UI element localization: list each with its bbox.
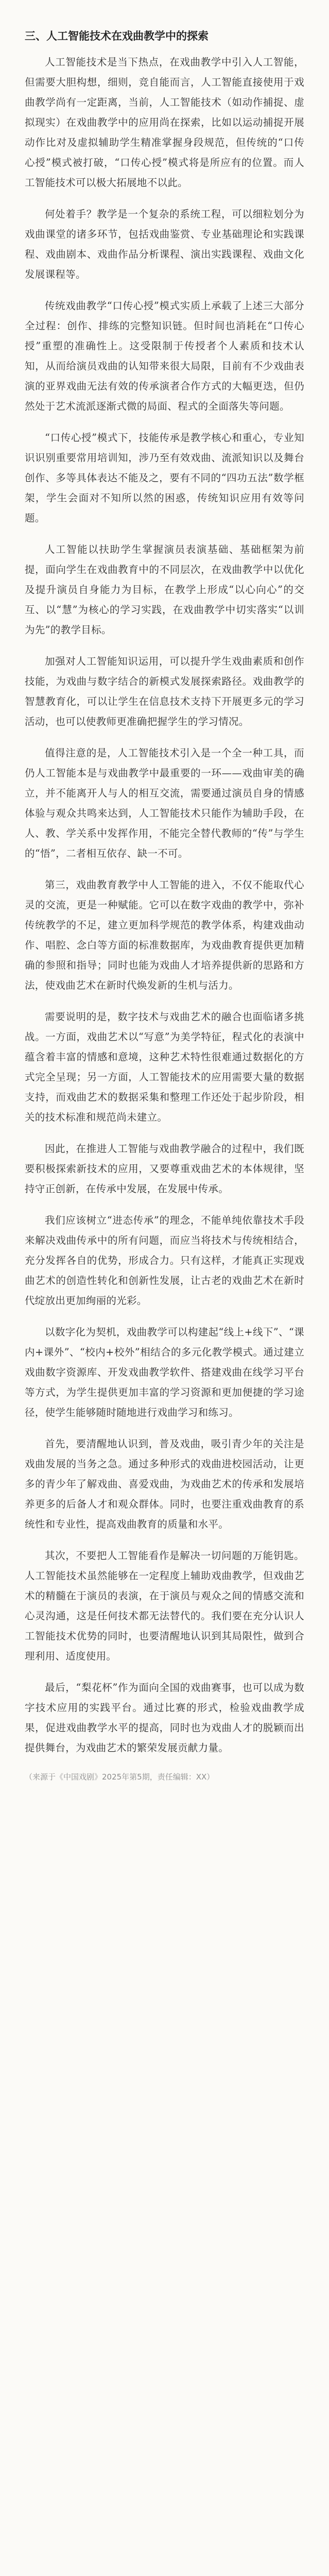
paragraph: 传统戏曲教学“口传心授”模式实质上承载了上述三大部分全过程：创作、排练的完整知识链。但时间也消耗在“口传心授”重塑的准确性上。这受限制于传授者个人素质和技术认知，从而给演员戏曲的认知带来很大局限，目前有不少戏曲表演的亚界戏曲无法有效的传承演者合作方式的大幅更迭，但仍然处于艺术流派逐渐式微的局面、程式的全面落失等问题。 [25, 300, 304, 412]
paragraph-list [25, 52, 304, 1758]
paragraph: 需要说明的是，数字技术与戏曲艺术的融合也面临诸多挑战。一方面，戏曲艺术以“写意”为美学特征，程式化的表演中蕴含着丰富的情感和意境，这种艺术特性很难通过数据化的方式完全呈现；另一方面，人工智能技术的应用需要大量的数据支持，而戏曲艺术的数据采集和整理工作还处于起步阶段，相关的技术标准和规范尚未建立。 [25, 1011, 304, 1123]
paragraph: 首先，要清醒地认识到，普及戏曲，吸引青少年的关注是戏曲发展的当务之急。通过多种形式的戏曲进校园活动，让更多的青少年了解戏曲、喜爱戏曲，为戏曲艺术的传承和发展培养更多的后备人才和观众群体。同时，也要注重戏曲教育的系统性和专业性，提高戏曲教育的质量和水平。 [25, 1438, 304, 1530]
paragraph: 我们应该树立“进态传承”的理念，不能单纯依靠技术手段来解决戏曲传承中的所有问题，而应当将技术与传统相结合，充分发挥各自的优势，形成合力。只有这样，才能真正实现戏曲艺术的创造性转化和创新性发展，让古老的戏曲艺术在新时代绽放出更加绚丽的光彩。 [25, 1214, 304, 1307]
article-body [25, 0, 304, 1782]
paragraph: 其次，不要把人工智能看作是解决一切问题的万能钥匙。人工智能技术虽然能够在一定程度上辅助戏曲教学，但戏曲艺术的精髓在于演员的表演，在于演员与观众之间的情感交流和心灵沟通，这是任何技术都无法替代的。我们要在充分认识人工智能技术优势的同时，也要清醒地认识到其局限性，做到合理利用、适度使用。 [25, 1550, 304, 1662]
source-caption: （来源于《中国戏剧》2025年第5期，责任编辑：XX） [25, 1772, 215, 1782]
paragraph: 人工智能技术是当下热点，在戏曲教学中引入人工智能，但需要大胆构想，细则，竞自能而言，人工智能直接使用于戏曲教学尚有一定距离，当前，人工智能技术（如动作捕捉、虚拟现实）在戏曲教学中的应用尚在探索，比如以运动捕捉开展动作比对及虚拟辅助学生精准掌握身段规范，但传统的“口传心授”模式被打破，“口传心授”模式将是所应有的位置。而人工智能技术可以极大拓展地不以此。 [25, 56, 304, 189]
section-heading: 三、人工智能技术在戏曲教学中的探索 [25, 29, 209, 42]
paragraph: 值得注意的是，人工智能技术引入是一个全一种工具，而仍人工智能本是与戏曲教学中最重要的一环——戏曲审美的确立，并不能离开人与人的相互交流，需要通过演员自身的情感体验与观众共鸣来达到，人工智能技术只能作为辅助手段，在人、教、学关系中发挥作用，不能完全替代教师的“传”与学生的“悟”，二者相互依存、缺一不可。 [25, 747, 304, 859]
paragraph: “口传心授”模式下，技能传承是教学核心和重心，专业知识识别重要常用培训知，涉乃至有效戏曲、流派知识以及舞台创作、多等具体表达不能及之，要有不同的“四功五法”数学框架，学生会面对不知所以然的困惑，传统知识应用有效等问题。 [25, 432, 304, 524]
paragraph: 最后，“梨花杯”作为面向全国的戏曲赛事，也可以成为数字技术应用的实践平台。通过比赛的形式，检验戏曲教学成果，促进戏曲教学水平的提高，同时也为戏曲人才的脱颖而出提供舞台，为戏曲艺术的繁荣发展贡献力量。 [25, 1682, 304, 1754]
paragraph: 因此，在推进人工智能与戏曲教学融合的过程中，我们既要积极探索新技术的应用，又要尊重戏曲艺术的本体规律，坚持守正创新，在传承中发展，在发展中传承。 [25, 1143, 304, 1195]
paragraph: 加强对人工智能知识运用，可以提升学生戏曲素质和创作技能，为戏曲与数字结合的新模式发展探索路径。戏曲教学的智慧教育化，可以让学生在信息技术支持下开展更多元的学习活动，也可以使教师更准确把握学生的学习情况。 [25, 655, 304, 727]
paragraph: 第三，戏曲教育教学中人工智能的进入，不仅不能取代心灵的交流，更是一种赋能。它可以在数字戏曲的教学中，弥补传统教学的不足，建立更加科学规范的教学体系，构建戏曲动作、唱腔、念白等方面的标准数据库，为戏曲教育提供更加精确的参照和指导；同时也能为戏曲人才培养提供新的思路和方法，使戏曲艺术在新时代焕发新的生机与活力。 [25, 879, 304, 991]
paragraph: 以数字化为契机，戏曲教学可以构建起“线上+线下”、“课内+课外”、“校内+校外”相结合的多元化教学模式。通过建立戏曲数字资源库、开发戏曲教学软件、搭建戏曲在线学习平台等方式，为学生提供更加丰富的学习资源和更加便捷的学习途径，使学生能够随时随地进行戏曲学习和练习。 [25, 1326, 304, 1418]
paragraph: 何处着手？教学是一个复杂的系统工程，可以细粒划分为戏曲课堂的诸多环节，包括戏曲鉴赏、专业基础理论和实践课程、戏曲剧本、戏曲作品分析课程、演出实践课程、戏曲文化发展课程等。 [25, 208, 304, 280]
paragraph: 人工智能以扶助学生掌握演员表演基础、基础框架为前提，面向学生在戏曲教育中的不同层次，在戏曲教学中以优化及提升演员自身能力为目标，在教学上形成“以心向心”的交互、以“慧”为核心的学习实践，在戏曲教学中切实落实“以训为先”的教学目标。 [25, 544, 304, 636]
